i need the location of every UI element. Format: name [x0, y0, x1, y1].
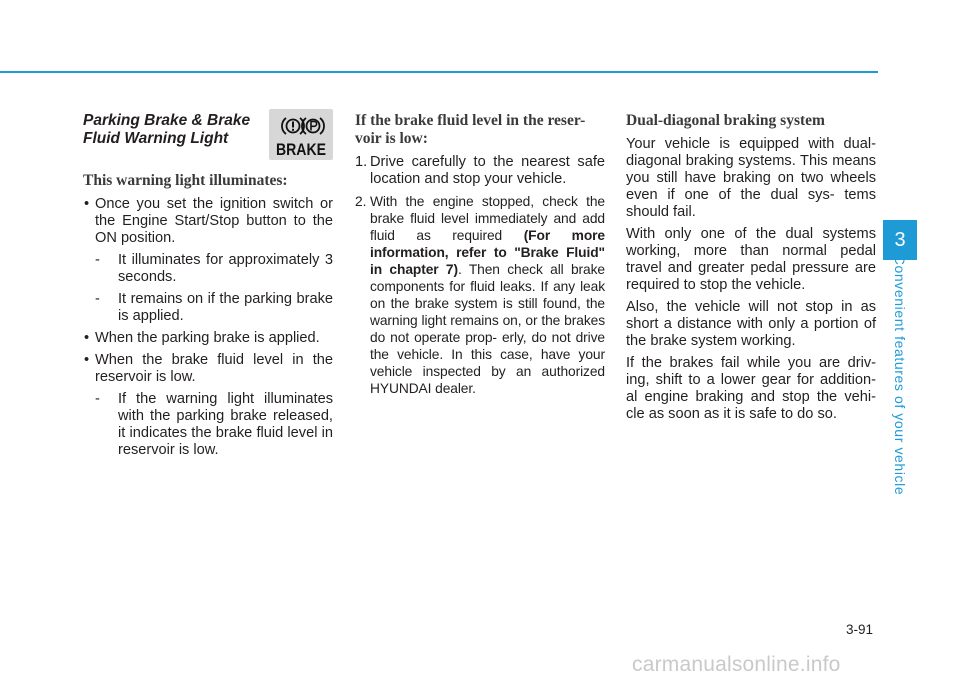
step-2-text-b: . Then check all brake components for fluid leaks. If any leak on the brake system is still found, the warning light remains on, or the brakes do not operate prop- erly, do not drive the vehicle. In this case, have your vehicle inspected by an authorized HYUNDAI dealer. — [370, 262, 605, 396]
column-warning-light — [83, 112, 333, 464]
step-1-text: Drive carefully to the nearest safe location and stop your vehicle. — [370, 154, 605, 187]
column-dual-diagonal — [626, 112, 876, 428]
sub-item-approx — [95, 252, 333, 286]
section-title — [83, 112, 263, 148]
sub-item-remains — [95, 291, 333, 325]
brake-warning-icon-svg — [269, 109, 333, 160]
page-number: 3-91 — [846, 622, 874, 637]
sub-item-remains-text: It remains on if the parking brake is applied. — [118, 291, 333, 324]
section-title-row — [83, 112, 333, 172]
dash-mark: - — [95, 391, 100, 407]
dual-paragraph-2: With only one of the dual systems working, more than normal pedal travel and greater pedal pressure are required to stop the vehicle. — [626, 226, 876, 293]
watermark: carmanualsonline.info — [632, 653, 841, 676]
section-title-line2: Fluid Warning Light — [83, 130, 229, 147]
sub-item-released-text: If the warning light illuminates with the parking brake released, it indicates the brake fluid level in reservoir is low. — [118, 391, 333, 458]
step-2 — [355, 193, 605, 397]
step-1-number: 1. — [355, 154, 368, 170]
dual-paragraph-3: Also, the vehicle will not stop in as short a distance with only a portion of the brake system working. — [626, 299, 876, 349]
step-2-number: 2. — [355, 194, 367, 209]
brake-warning-icon — [269, 109, 333, 160]
step-2-text-a: With the engine stopped, check the brake fluid level immediately and add fluid as required — [370, 194, 605, 243]
list-item-parking-brake-text: When the parking brake is applied. — [95, 330, 320, 346]
list-item-parking-brake — [83, 330, 333, 347]
sub-item-released — [95, 391, 333, 459]
dual-paragraph-4: If the brakes fail while you are driv- ing, shift to a lower gear for addition- al engine braking and stop the vehi- cle as soon as it is safe to do so. — [626, 355, 876, 422]
step-1 — [355, 154, 605, 188]
brake-icon-label: BRAKE — [276, 140, 326, 159]
dash-mark: - — [95, 252, 100, 268]
dash-mark: - — [95, 291, 100, 307]
list-item-fluid-low-text: When the brake fluid level in the reservoir is low. — [95, 352, 333, 385]
list-item-fluid-low — [83, 352, 333, 386]
chapter-title: Convenient features of your vehicle — [892, 254, 908, 496]
step-2-reference: (For more information, refer to "Brake Fluid" in chapter 7) — [370, 228, 606, 277]
illuminates-heading: This warning light illuminates: — [83, 172, 288, 189]
section-title-line1: Parking Brake & Brake — [83, 112, 251, 129]
dual-heading: Dual-diagonal braking system — [626, 112, 825, 129]
chapter-tab: 3 — [883, 220, 917, 260]
list-item-ignition-text: Once you set the ignition switch or the Engine Start/Stop button to the ON position. — [95, 196, 333, 246]
list-item-ignition — [83, 196, 333, 247]
column-low-fluid — [355, 112, 605, 402]
sub-item-approx-text: It illuminates for approximately 3 seconds. — [118, 252, 333, 285]
low-fluid-heading: If the brake fluid level in the reser- voir is low: — [355, 112, 586, 147]
header-rule — [0, 71, 878, 73]
dual-paragraph-1: Your vehicle is equipped with dual- diagonal braking systems. This means you still have braking on two wheels even if one of the dual sys- tems should fail. — [626, 136, 876, 220]
